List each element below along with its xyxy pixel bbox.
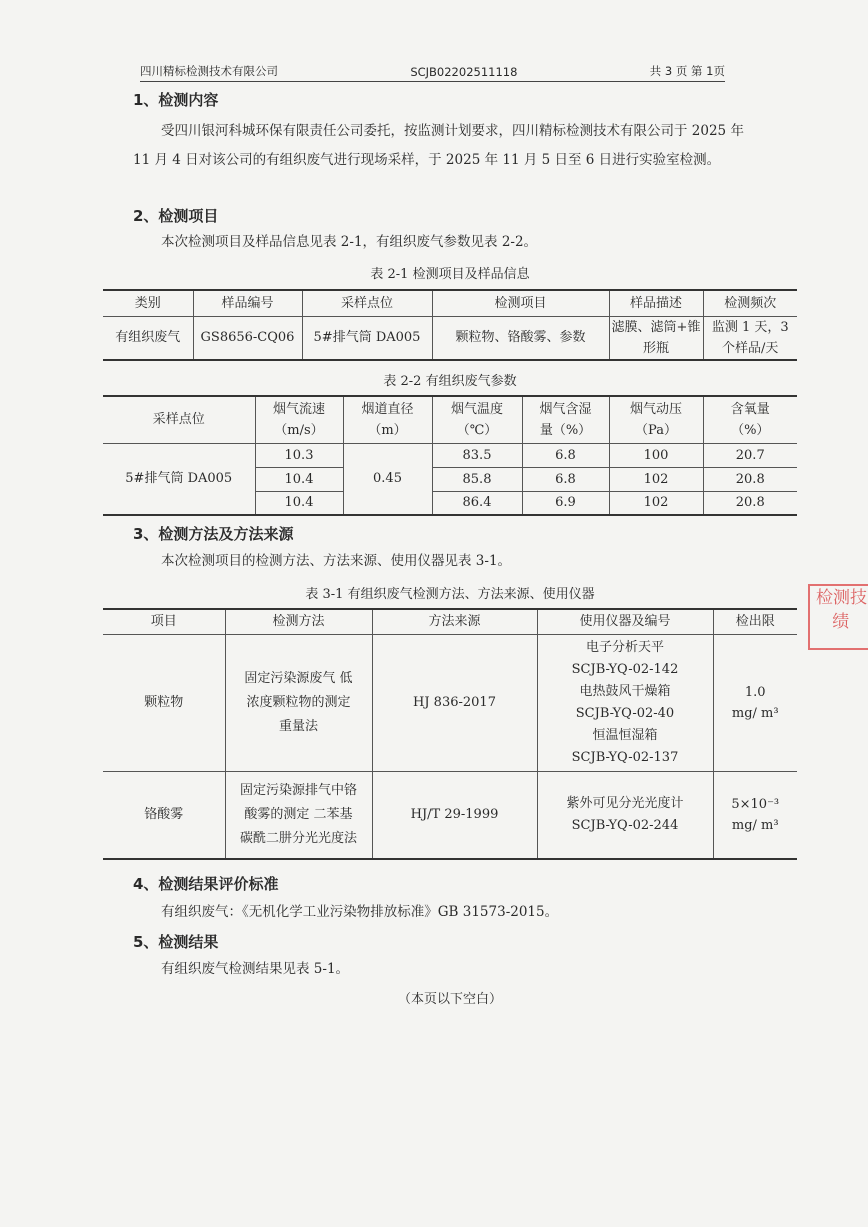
section-5-text: 有组织废气检测结果见表 5-1。 bbox=[161, 961, 350, 977]
section-2-text: 本次检测项目及样品信息见表 2-1，有组织废气参数见表 2-2。 bbox=[161, 234, 538, 250]
instrument: SCJB-YQ-02-137 bbox=[571, 749, 679, 765]
instrument: 紫外可见分光光度计 bbox=[566, 795, 684, 811]
instrument: 恒温恒湿箱 bbox=[592, 727, 658, 743]
cell: 20.8 bbox=[703, 467, 797, 491]
cell: 滤膜、滤筒+锥形瓶 bbox=[609, 316, 703, 360]
th: 使用仪器及编号 bbox=[537, 609, 713, 634]
section-1-text: 受四川银河科城环保有限责任公司委托，按监测计划要求，四川精标检测技术有限公司于 2025 年 11 月 4 日对该公司的有组织废气进行现场采样，于 2025 年 11 月 5 日至 6 日进行实验室检测。 bbox=[133, 123, 744, 168]
table-2-2-caption: 表 2-2 有组织废气参数 bbox=[383, 374, 517, 389]
section-3-text: 本次检测项目的检测方法、方法来源、使用仪器见表 3-1。 bbox=[161, 553, 512, 569]
section-3-title: 3、检测方法及方法来源 bbox=[133, 525, 294, 543]
cell: 颗粒物、铬酸雾、参数 bbox=[432, 316, 609, 360]
cell: 86.4 bbox=[432, 491, 522, 515]
cell: GS8656-CQ06 bbox=[193, 316, 302, 360]
limit-value: 5×10⁻³ bbox=[731, 796, 780, 812]
cell: 20.7 bbox=[703, 443, 797, 467]
method: 固定污染源排气中铬酸雾的测定 二苯基碳酰二肼分光光度法 bbox=[225, 771, 372, 859]
cell: 20.8 bbox=[703, 491, 797, 515]
cell: 100 bbox=[609, 443, 703, 467]
th: 项目 bbox=[103, 609, 225, 634]
source: HJ 836-2017 bbox=[372, 634, 537, 771]
section-4-title: 4、检测结果评价标准 bbox=[133, 875, 279, 893]
table-3-1 bbox=[103, 608, 797, 860]
sampling-point: 5#排气筒 DA005 bbox=[103, 443, 255, 515]
cell: 6.8 bbox=[522, 443, 609, 467]
th: 检测方法 bbox=[225, 609, 372, 634]
instruments bbox=[537, 634, 713, 771]
th: 采样点位 bbox=[302, 290, 432, 316]
limit-unit: mg/ m³ bbox=[731, 817, 779, 833]
table-3-1-caption: 表 3-1 有组织废气检测方法、方法来源、使用仪器 bbox=[305, 587, 595, 602]
th: 检测频次 bbox=[703, 290, 797, 316]
cell: 102 bbox=[609, 467, 703, 491]
cell: 10.3 bbox=[255, 443, 343, 467]
th: 烟气流速（m/s） bbox=[255, 396, 343, 443]
table-2-1-caption: 表 2-1 检测项目及样品信息 bbox=[370, 267, 530, 282]
seal-stamp: 检测技 绩 bbox=[808, 584, 868, 650]
cell: 有组织废气 bbox=[103, 316, 193, 360]
item: 颗粒物 bbox=[103, 634, 225, 771]
page-number: 共 3 页 第 1页 bbox=[649, 64, 725, 78]
section-4-text: 有组织废气：《无机化学工业污染物排放标准》GB 31573-2015。 bbox=[161, 904, 559, 920]
instrument: 电子分析天平 bbox=[585, 639, 664, 655]
section-1-title: 1、检测内容 bbox=[133, 91, 219, 109]
th: 烟气动压（Pa） bbox=[609, 396, 703, 443]
detection-limit bbox=[713, 634, 797, 771]
source: HJ/T 29-1999 bbox=[372, 771, 537, 859]
cell: 102 bbox=[609, 491, 703, 515]
th: 样品描述 bbox=[609, 290, 703, 316]
cell: 10.4 bbox=[255, 467, 343, 491]
company-name: 四川精标检测技术有限公司 bbox=[140, 64, 278, 78]
section-5-title: 5、检测结果 bbox=[133, 933, 219, 951]
th: 检测项目 bbox=[432, 290, 609, 316]
th: 方法来源 bbox=[372, 609, 537, 634]
section-2-title: 2、检测项目 bbox=[133, 207, 219, 225]
instrument: SCJB-YQ-02-40 bbox=[575, 705, 675, 721]
th: 检出限 bbox=[713, 609, 797, 634]
flue-diameter: 0.45 bbox=[343, 443, 432, 515]
th: 样品编号 bbox=[193, 290, 302, 316]
instruments bbox=[537, 771, 713, 859]
th: 采样点位 bbox=[103, 396, 255, 443]
cell: 85.8 bbox=[432, 467, 522, 491]
th: 烟道直径（m） bbox=[343, 396, 432, 443]
limit-value: 1.0 bbox=[744, 684, 766, 700]
cell: 6.8 bbox=[522, 467, 609, 491]
table-2-2 bbox=[103, 395, 797, 516]
table-2-1 bbox=[103, 289, 797, 361]
method: 固定污染源废气 低浓度颗粒物的测定 重量法 bbox=[225, 634, 372, 771]
th: 烟气含湿量（%） bbox=[522, 396, 609, 443]
cell: 83.5 bbox=[432, 443, 522, 467]
page-header bbox=[140, 62, 725, 82]
item: 铬酸雾 bbox=[103, 771, 225, 859]
blank-note: （本页以下空白） bbox=[397, 992, 502, 1007]
cell: 5#排气筒 DA005 bbox=[302, 316, 432, 360]
cell: 10.4 bbox=[255, 491, 343, 515]
instrument: SCJB-YQ-02-142 bbox=[571, 661, 679, 677]
detection-limit bbox=[713, 771, 797, 859]
th: 类别 bbox=[103, 290, 193, 316]
cell: 6.9 bbox=[522, 491, 609, 515]
limit-unit: mg/ m³ bbox=[731, 705, 779, 721]
cell: 监测 1 天，3 个样品/天 bbox=[703, 316, 797, 360]
report-number: SCJB02202511118 bbox=[410, 65, 518, 79]
th: 烟气温度（℃） bbox=[432, 396, 522, 443]
th: 含氧量（%） bbox=[703, 396, 797, 443]
instrument: 电热鼓风干燥箱 bbox=[579, 683, 671, 699]
instrument: SCJB-YQ-02-244 bbox=[571, 817, 679, 833]
